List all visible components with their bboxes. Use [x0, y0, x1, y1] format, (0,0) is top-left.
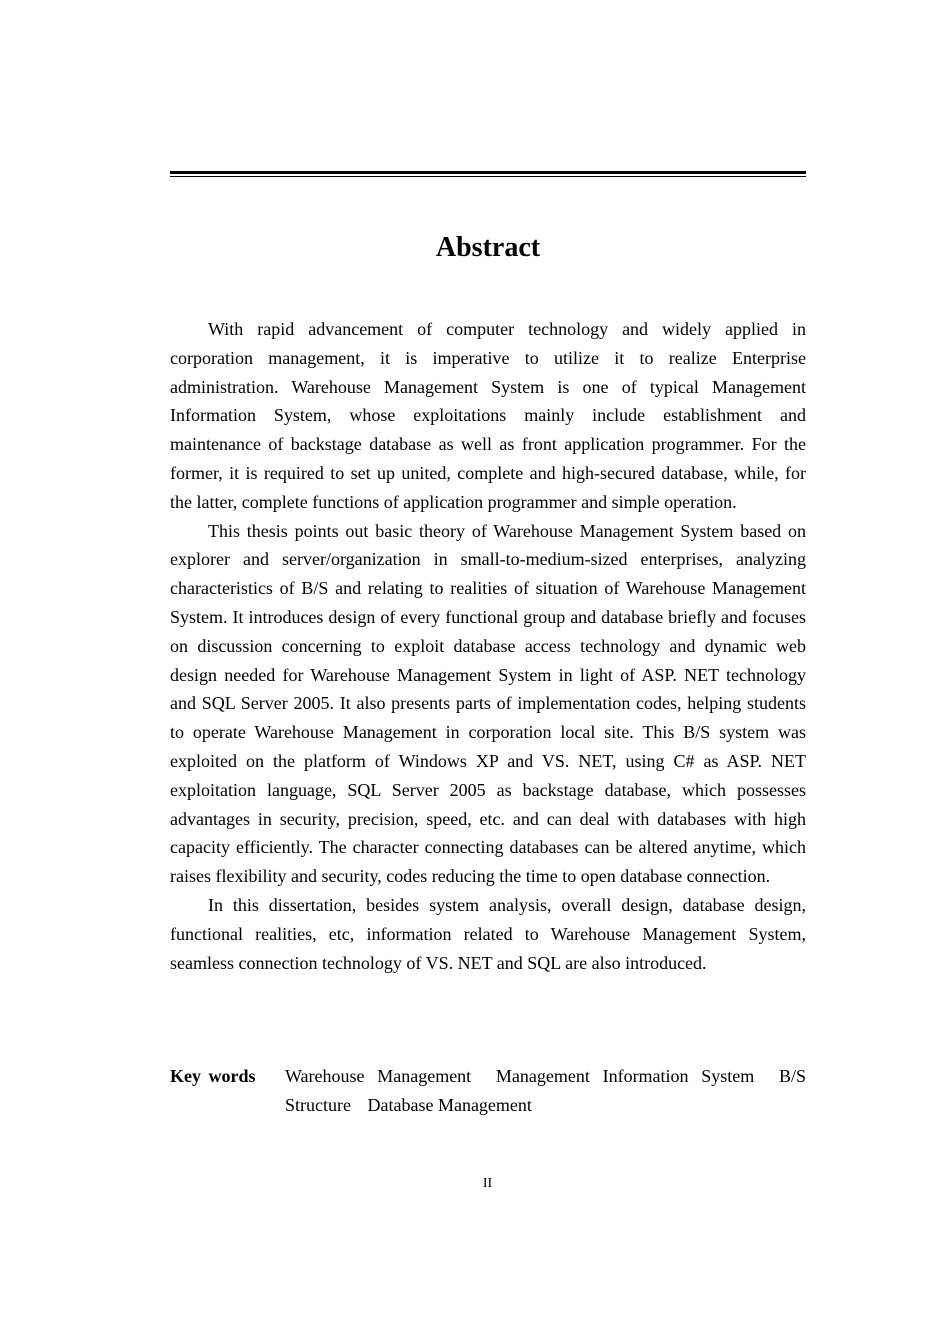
- keywords-label: Key words: [170, 1066, 256, 1086]
- keyword-item: Database Management: [367, 1094, 532, 1115]
- abstract-paragraph: This thesis points out basic theory of Warehouse Management System based on explorer and server/organization in small-to-medium-sized enterprises, analyzing characteristics of B/S and relating to realities of situation of Warehouse Management System. It introduces design of every functional group and database briefly and focuses on discussion concerning to exploit database access technology and dynamic web design needed for Warehouse Management System in light of ASP. NET technology and SQL Server 2005. It also presents parts of implementation codes, helping students to operate Warehouse Management in corporation local site. This B/S system was exploited on the platform of Windows XP and VS. NET, using C# as ASP. NET exploitation language, SQL Server 2005 as backstage database, which possesses advantages in security, precision, speed, etc. and can deal with databases with high capacity efficiently. The character connecting databases can be altered anytime, which raises flexibility and security, codes reducing the time to open database connection.: [170, 520, 806, 887]
- abstract-body: [170, 315, 806, 977]
- keywords-section: [170, 1062, 806, 1120]
- abstract-title: Abstract: [435, 232, 541, 263]
- abstract-paragraph: With rapid advancement of computer technology and widely applied in corporation management, it is imperative to utilize it to realize Enterprise administration. Warehouse Management System is one of typical Management Information System, whose exploitations mainly include establishment and maintenance of backstage database as well as front application programmer. For the former, it is required to set up united, complete and high-secured database, while, for the latter, complete functions of application programmer and simple operation.: [170, 319, 806, 512]
- keyword-item: B/S Structure: [285, 1066, 807, 1115]
- abstract-paragraph: In this dissertation, besides system analysis, overall design, database design, functional realities, etc, information related to Warehouse Management System, seamless connection technology of VS. NET and SQL are also introduced.: [170, 894, 806, 973]
- keyword-item: Management Information System: [495, 1066, 755, 1086]
- page-number: II: [482, 1176, 493, 1191]
- keywords-list: [285, 1062, 806, 1120]
- header-rule: [170, 171, 806, 177]
- keyword-item: Warehouse Management: [285, 1066, 472, 1086]
